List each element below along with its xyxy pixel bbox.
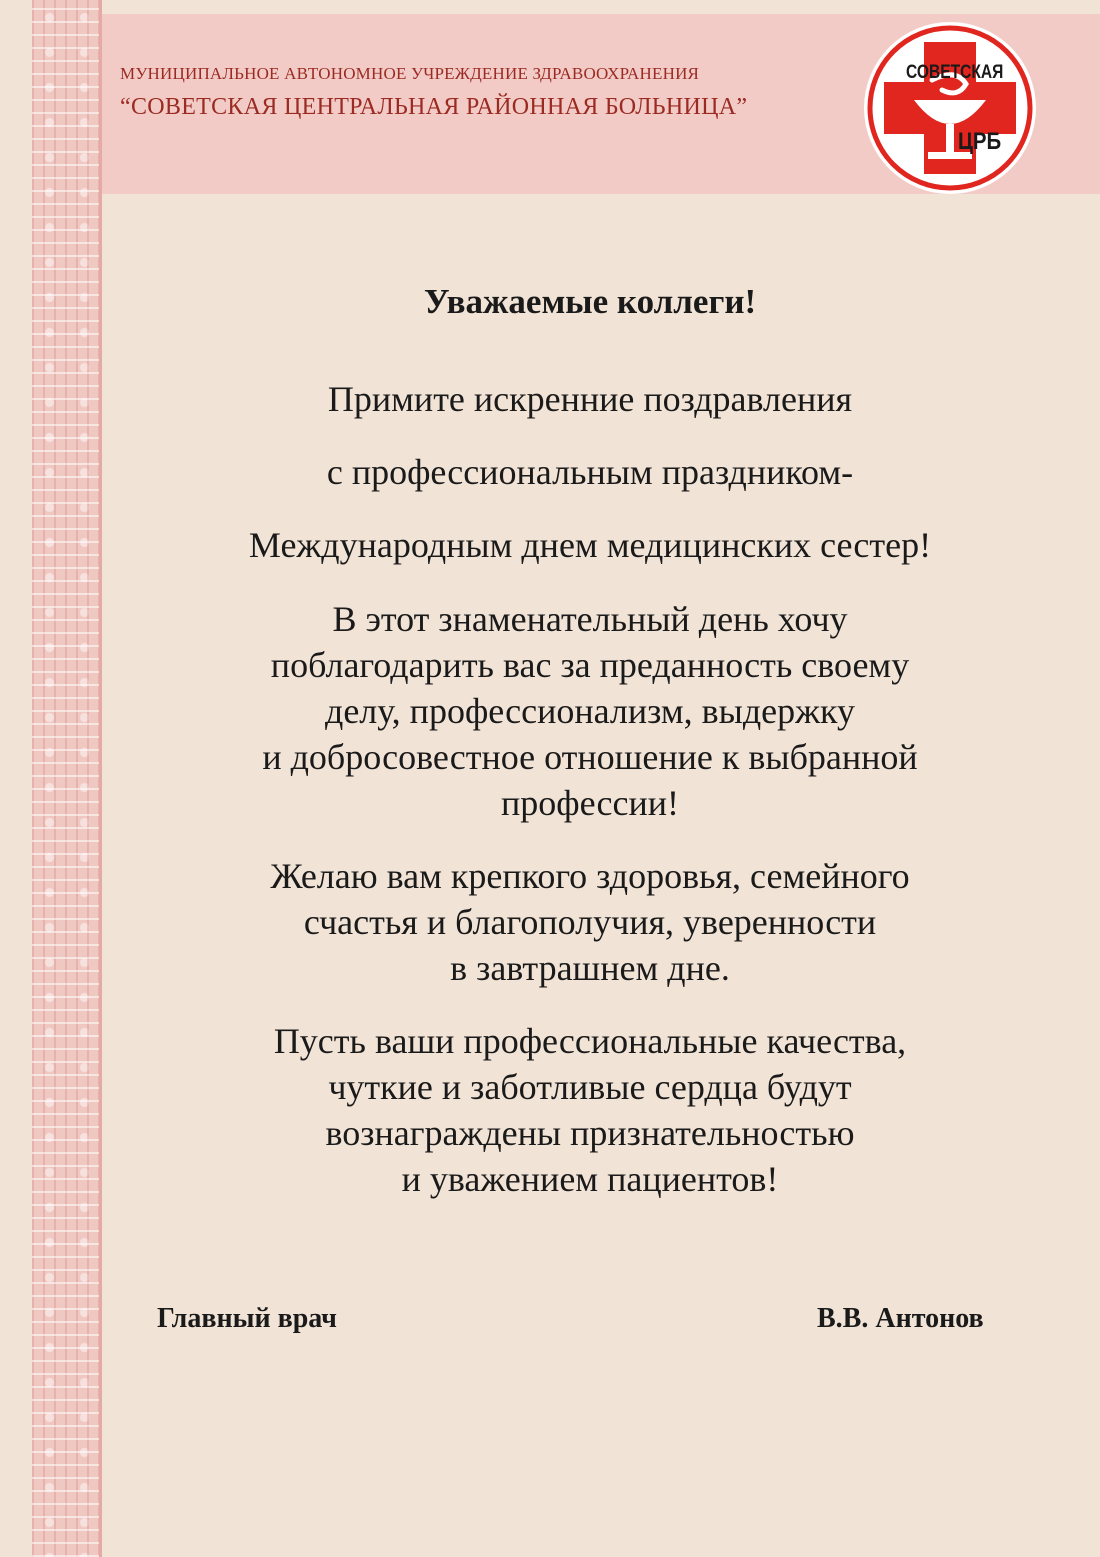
paragraph-line: вознаграждены признательностью bbox=[325, 1113, 855, 1153]
paragraph-line: В этот знаменательный день хочу bbox=[332, 599, 848, 639]
paragraph-line: и уважением пациентов! bbox=[401, 1159, 779, 1199]
letter-greeting: Уважаемые коллеги! bbox=[423, 282, 757, 321]
paragraph-line: и добросовестное отношение к выбранной bbox=[262, 737, 918, 777]
organization-name: “СОВЕТСКАЯ ЦЕНТРАЛЬНАЯ РАЙОННАЯ БОЛЬНИЦА” bbox=[120, 94, 748, 120]
paragraph-line: Пусть ваши профессиональные качества, bbox=[273, 1021, 907, 1061]
intro-line: с профессиональным праздником- bbox=[326, 452, 854, 492]
signature-name: В.В. Антонов bbox=[817, 1303, 984, 1334]
organization-type: МУНИЦИПАЛЬНОЕ АВТОНОМНОЕ УЧРЕЖДЕНИЕ ЗДРАВООХРАНЕНИЯ bbox=[120, 64, 700, 83]
signature-title: Главный врач bbox=[157, 1303, 337, 1334]
paragraph-closing bbox=[120, 1018, 1060, 1202]
logo-text-top: СОВЕТСКАЯ bbox=[906, 62, 1004, 83]
decorative-border-strip bbox=[32, 0, 102, 1557]
hospital-logo-icon bbox=[862, 20, 1038, 196]
intro-line: Международным днем медицинских сестер! bbox=[248, 525, 932, 565]
paragraph-line: в завтрашнем дне. bbox=[450, 948, 730, 988]
paragraph-line: Желаю вам крепкого здоровья, семейного bbox=[270, 856, 910, 896]
paragraph-line: поблагодарить вас за преданность своему bbox=[270, 645, 910, 685]
paragraph-line: чуткие и заботливые сердца будут bbox=[328, 1067, 852, 1107]
paragraph-wishes bbox=[120, 853, 1060, 991]
paragraph-thanks bbox=[120, 596, 1060, 826]
paragraph-line: делу, профессионализм, выдержку bbox=[325, 691, 855, 731]
paragraph-line: профессии! bbox=[501, 783, 679, 823]
intro-line: Примите искренние поздравления bbox=[327, 379, 853, 419]
paragraph-line: счастья и благополучия, уверенности bbox=[303, 902, 877, 942]
logo-text-bottom: ЦРБ bbox=[958, 128, 1002, 155]
